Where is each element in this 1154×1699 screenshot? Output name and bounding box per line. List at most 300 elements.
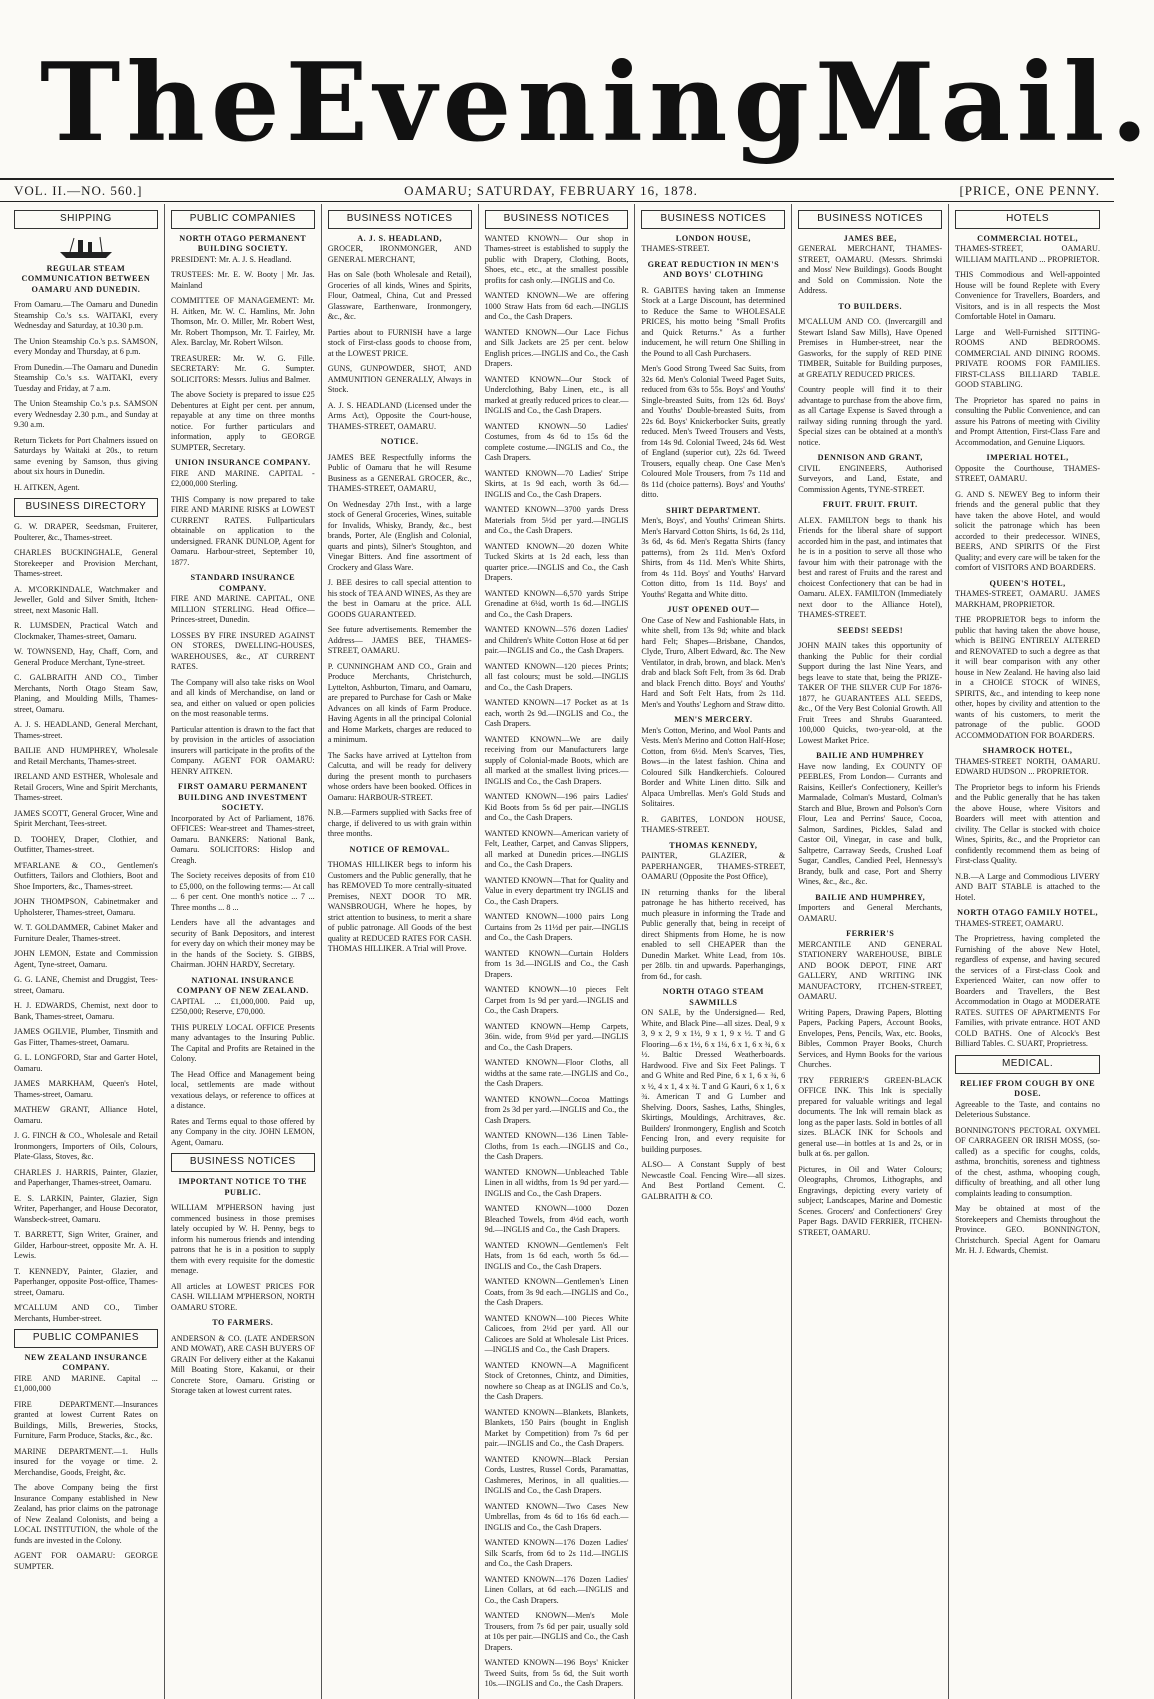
advertisement: [798, 641, 942, 746]
advertisement: [14, 264, 158, 296]
advertisement-text: GENERAL MERCHANT, THAMES-STREET, OAMARU. (Messrs. Shrimski and Moss' New Buildings). Goods Bought and Sold on Commission. Note the Address.: [798, 244, 943, 296]
advertisement: [798, 751, 942, 888]
advertisement-text: BAILIE AND HUMPHREY, Wholesale and Retail Merchants, Thames-street.: [14, 746, 158, 766]
advertisement-text: JAMES BEE Respectfully informs the Public of Oamaru that he will Resume Business as a GENERAL GROCER, &c., THAMES-STREET, OAMARU,: [327, 452, 472, 494]
advertisement-text: WANTED KNOWN—Blankets, Blankets, Blankets, 150 Pairs (bought in English Market by Competition) from 7s 6d per pair.—INGLIS and Co., the Cash Drapers.: [484, 1407, 629, 1449]
advertisement-text: E. S. LARKIN, Painter, Glazier, Sign Writer, Paperhanger, and House Decorator, Wansbeck-street, Oamaru.: [14, 1193, 158, 1224]
advertisement-text: THAMES-STREET NORTH, OAMARU. EDWARD HUDSON ... PROPRIETOR.: [955, 756, 1100, 777]
advertisement: [485, 876, 629, 908]
advertisement-text: WANTED KNOWN—10 pieces Felt Carpet from 1s 9d per yard.—INGLIS and Co., the Cash Drapers.: [484, 985, 629, 1016]
advertisement-title: IMPORTANT NOTICE TO THE PUBLIC.: [178, 1177, 308, 1197]
advertisement: [798, 893, 942, 925]
advertisement-title: NOTICE OF REMOVAL.: [349, 844, 450, 854]
advertisement-text: P. CUNNINGHAM AND CO., Grain and Produce Merchants, Christchurch, Lyttelton, Ashburton, Timaru, and Oamaru, are prepared to Purchase for Cash or Make Advances on all kinds of Farm Produce. Having Agents in all the principal Colonial and Home Markets, charges are reduced to a minimum.: [327, 661, 472, 745]
advertisement: [485, 505, 629, 537]
advertisement: [485, 1611, 629, 1653]
advertisement: [798, 385, 942, 448]
advertisement-text: Return Tickets for Port Chalmers issued on Saturdays by Waitaki at 20s., to return same evening by Samson, thus giving about six hours in Dunedin.: [14, 435, 158, 477]
advertisement: [14, 897, 158, 918]
advertisement-title: LONDON HOUSE,: [675, 233, 751, 243]
section-heading: BUSINESS DIRECTORY: [14, 498, 158, 517]
advertisement-text: W. T. GOLDAMMER, Cabinet Maker and Furniture Dealer, Thames-street.: [14, 923, 158, 943]
advertisement: [798, 234, 942, 297]
advertisement: [171, 1177, 315, 1198]
column-4: [479, 204, 636, 1699]
advertisement: [328, 364, 472, 396]
advertisement: [171, 871, 315, 913]
advertisement-text: R. GABITES having taken an Immense Stock at a Large Discount, has determined to Reduce the Same to WHOLESALE PRICES, his motto being "Small Profits and Quick Returns." As a further inducement, he will return One Shilling in the Pound to all Cash Purchasers.: [641, 285, 786, 358]
advertisement-text: Lenders have all the advantages and security of Bank Depositors, and interest for every day on which their money may be in the hands of the Society. S. GIBBS, Chairman. JOHN HARDY, Secretary.: [170, 918, 315, 970]
advertisement-text: T. BARRETT, Sign Writer, Grainer, and Gilder, Harbour-street, opposite Mr. A. H. Lewis.: [14, 1230, 158, 1261]
advertisement-text: T. KENNEDY, Painter, Glazier, and Paperhanger, opposite Post-office, Thames-street, Oamaru.: [14, 1266, 158, 1297]
advertisement: [14, 1267, 158, 1299]
advertisement-text: MATHEW GRANT, Alliance Hotel, Oamaru.: [14, 1105, 158, 1125]
advertisement: [485, 1538, 629, 1570]
advertisement: [171, 1203, 315, 1277]
advertisement: [171, 1318, 315, 1329]
advertisement-text: The Head Office and Management being local, settlements are made without vexatious delays, or reference to offices at a distance.: [170, 1069, 315, 1111]
advertisement-text: The Company will also take risks on Wool and all kinds of Merchandise, on land or sea, and either on valued or open policies on the most reasonable terms.: [170, 677, 315, 719]
advertisement-text: G. G. LANE, Chemist and Druggist, Tees-street, Oamaru.: [14, 975, 158, 995]
advertisement-text: THOMAS HILLIKER begs to inform his Customers and the Public generally, that he has REMOVED To more centrally-situated Premises, NEXT DOOR TO MR. WANSBROUGH, Where he hopes, by strict attention to business, to merit a share of public patronage. All Goods of the best quality at REDUCED RATES FOR CASH. THOMAS HILLIKER. A Trial will Prove.: [327, 860, 472, 954]
advertisement-text: FIRE AND MARINE. CAPITAL, ONE MILLION STERLING. Head Office—Princes-street, Dunedin.: [170, 594, 315, 625]
advertisement-title: NOTICE.: [380, 437, 419, 447]
advertisement: [171, 1023, 315, 1065]
advertisement-text: C. GALBRAITH AND CO., Timber Merchants, North Otago Steam Saw, Planing, and Moulding Mills, Thames-street, Oamaru.: [14, 673, 158, 714]
advertisement-text: WANTED KNOWN—3700 yards Dress Materials from 5½d per yard.—INGLIS and Co., the Cash Drapers.: [484, 505, 629, 536]
advertisement-text: WANTED KNOWN—Gentlemen's Felt Hats, from 1s 6d each, worth 5s 6d.—INGLIS and Co., the Cash Drapers.: [484, 1240, 629, 1271]
advertisement: [641, 605, 785, 710]
advertisement-text: LOSSES BY FIRE INSURED AGAINST ON STORES, DWELLING-HOUSES, WAREHOUSES, &c., AT CURRENT RATES.: [170, 630, 315, 672]
advertisement-title: TO FARMERS.: [212, 1318, 274, 1328]
advertisement: [485, 1204, 629, 1236]
advertisement-text: THAMES-STREET, OAMARU. WILLIAM MAITLAND ... PROPRIETOR.: [955, 244, 1100, 264]
advertisement-text: FIRE AND MARINE. CAPITAL - £2,000,000 Sterling.: [170, 468, 315, 489]
advertisement: [485, 735, 629, 788]
advertisement-text: H. AITKEN, Agent.: [14, 482, 80, 492]
advertisement-title: FRUIT. FRUIT. FRUIT.: [822, 500, 918, 510]
advertisement-text: From Dunedin.—The Oamaru and Dunedin Steamship Co.'s s.s. WAITAKI, every Tuesday and Friday, at 7 a.m.: [14, 362, 158, 393]
advertisement-text: D. TOOHEY, Draper, Clothier, and Outfitter, Thames-street.: [14, 834, 158, 855]
advertisement-text: WANTED KNOWN—Curtain Holders from 1s 3d.—INGLIS and Co., the Cash Drapers.: [484, 948, 629, 979]
advertisement-text: CHARLES BUCKINGHALE, General Storekeeper and Provision Merchant, Thames-street.: [14, 548, 158, 579]
column-1: [8, 204, 165, 1699]
advertisement: [641, 364, 785, 501]
advertisement-text: Pictures, in Oil and Water Colours; Oleographs, Chromos, Lithographs, and Engravings, depicting every variety of subject; Landscapes, Marine and Domestic Scenes. Grocers' and Confectioners' Grey Paper Bags. DAVID FERRIER, ITCHEN-STREET, OAMARU.: [798, 1164, 943, 1237]
advertisement-text: GUNS, GUNPOWDER, SHOT, AND AMMUNITION GENERALLY, Always in Stock.: [327, 364, 472, 395]
advertisement: [171, 631, 315, 673]
advertisement: [171, 354, 315, 386]
volume-number: VOL. II.—NO. 560.]: [14, 182, 143, 198]
advertisement-text: THIS PURELY LOCAL OFFICE Presents many advantages to the Insuring Public. The Capital and Profits are Retained in the Colony.: [170, 1022, 315, 1064]
advertisement-text: WANTED KNOWN—Men's Mole Trousers, from 7s 6d per pair, usually sold at 10s per pair.—INGLIS and Co., the Cash Drapers.: [484, 1611, 629, 1652]
advertisement: [171, 1070, 315, 1112]
advertisement-text: WILLIAM M'PHERSON having just commenced business in those premises lately occupied by W. H. Penny, begs to inform his numerous friends and intending patrons that he is in a position to supply them with every requisite for the domestic menage.: [170, 1203, 315, 1276]
advertisement-title: FIRST OAMARU PERMANENT BUILDING AND INVESTMENT SOCIETY.: [177, 782, 308, 813]
advertisement-text: WANTED KNOWN—Two Cases New Umbrellas, from 4s 6d to 16s 6d each.—INGLIS and Co., the Cash Drapers.: [484, 1501, 629, 1532]
section-heading: BUSINESS NOTICES: [171, 1153, 315, 1172]
advertisement-text: The Proprietor has spared no pains in consulting the Public Convenience, and can assure his Patrons of meeting with Civility and Prompt Attention, First-Class Fare and Accommodation, and Genuine Liquors.: [955, 395, 1100, 447]
advertisement: [798, 929, 942, 1003]
advertisement-text: Agreeable to the Taste, and contains no Deleterious Substance.: [955, 1099, 1100, 1120]
advertisement-title: NORTH OTAGO STEAM SAWMILLS: [662, 987, 765, 1007]
advertisement-text: J. G. FINCH & CO., Wholesale and Retail Ironmongers, Importers of Oils, Colours, Plate-Glass, Stoves, &c.: [14, 1131, 158, 1162]
advertisement: [14, 949, 158, 970]
advertisement: [14, 1230, 158, 1262]
advertisement-text: JAMES OGILVIE, Plumber, Tinsmith and Gas Fitter, Thames-street, Oamaru.: [14, 1027, 158, 1047]
advertisement: [955, 615, 1100, 741]
advertisement-text: A. M'CORKINDALE, Watchmaker and Jeweller, Gold and Silver Smith, Itchen-street, next Masonic Hall.: [14, 584, 158, 615]
advertisement-text: CAPITAL ... £1,000,000. Paid up, £250,000; Reserve, £70,000.: [170, 996, 315, 1017]
advertisement: [955, 1204, 1100, 1257]
advertisement-text: The Proprietor begs to inform his Friends and the Public generally that he has taken the above House, where Visitors and Boarders will meet with attention and civility. The Cellar is stocked with choice Wines, Spirits, &c., and the Proprietor can confidently recommend them as being of First-class Quality.: [955, 782, 1100, 866]
advertisement-text: AGENT FOR OAMARU: GEORGE SUMPTER.: [14, 1551, 158, 1571]
advertisement-title: REGULAR STEAM COMMUNICATION BETWEEN OAMARU AND DUNEDIN.: [21, 263, 151, 294]
advertisement-text: WANTED KNOWN—136 Linen Table-Cloths, from 1s each.—INGLIS and Co., the Cash Drapers.: [484, 1131, 629, 1162]
advertisement-text: PRESIDENT: Mr. A. J. S. Headland.: [170, 254, 292, 264]
advertisement-title: SHIRT DEPARTMENT.: [666, 505, 761, 515]
advertisement: [798, 1165, 942, 1239]
advertisement-text: The Union Steamship Co.'s p.s. SAMSON every Wednesday 2.30 p.m., and Sunday at 9.30 a.m.: [14, 399, 158, 430]
advertisement-text: THAMES-STREET.: [641, 244, 710, 254]
advertisement-text: WANTED KNOWN—A Magnificent Stock of Cretonnes, Chintz, and Dimities, nowhere so Cheap as at INGLIS and Co.'s, the Cash Drapers.: [484, 1360, 629, 1402]
advertisement: [485, 589, 629, 621]
advertisement: [14, 1303, 158, 1324]
advertisement: [171, 1282, 315, 1314]
advertisement: [641, 841, 785, 883]
advertisement: [328, 401, 472, 433]
advertisement: [328, 270, 472, 323]
advertisement-text: IN returning thanks for the liberal patronage he has hitherto received, has much pleasure in informing the Trade and Public generally that, being in receipt of direct Shipments from Home, he is now enabled to sell CHEAPER than the Dunedin Market. White Lead, from 10s. per 28lb. tin and upwards. Paperhangings, from 6d., for cash.: [641, 887, 786, 981]
advertisement: [485, 422, 629, 464]
advertisement-text: Men's Cotton, Merino, and Wool Pants and Vests. Men's Merino and Cotton Half-Hose; Cotton, from 6½d. Men's Scarves, Ties, Bows—in the latest fashion. China and Coloured Silk Handkerchiefs. Coloured Border and White Linen ditto. Silk and Alpaca Umbrellas. Men's Gold Studs and Solitaires.: [641, 725, 786, 809]
advertisement-text: Opposite the Courthouse, THAMES-STREET, OAMARU.: [955, 463, 1100, 484]
advertisement: [641, 506, 785, 601]
advertisement-text: WANTED KNOWN—100 Pieces White Calicoes, from 2½d per yard. All our Calicoes are Sold at Wholesale List Prices.—INGLIS and Co., the Cash Drapers.: [484, 1313, 629, 1355]
advertisement-text: Country people will find it to their advantage to purchase from the above firm, as all Cartage Expense is Saved through a railway siding running through the yard. Special sizes can be obtained at a month's notice.: [798, 385, 943, 447]
advertisement-text: Men's Good Strong Tweed Sac Suits, from 32s 6d. Men's Colonial Tweed Paget Suits, reduced from 63s to 55s. Boys' and Youths' Single-breasted Suits, from 12s 6d. Boys' and Youths' Double-breasted Suits, from 22s 6d. Boys' Knickerbocker Suits, greatly reduced. Men's Tweed Trousers and Vests, from 14s 9d. Colonial Tweed, 24s 6d. West of England (superior cut), 22s 6d. Tweed Trousers, equally cheap. One Case Men's Coloured Mole Trousers, from 7s 11d and 8s 11d (choice patterns). Boys' and Youths' ditto.: [641, 364, 786, 500]
advertisement-text: THIS Commodious and Well-appointed House will be found Replete with Every Convenience for Travellers, Boarders, and Visitors, and is in all respects the Most Comfortable Hotel in Oamaru.: [955, 270, 1100, 322]
advertisement-text: WANTED KNOWN—Our Stock of Underclothing, Baby Linen, etc., is all marked at greatly reduced prices to clear.—INGLIS and Co., the Cash Drapers.: [484, 374, 629, 416]
advertisement-text: MERCANTILE AND GENERAL STATIONERY WAREHOUSE, BIBLE AND BOOK DEPOT, FINE ART GALLERY, AND WRITING INK MANUFACTORY, ITCHEN-STREET, OAMARU.: [798, 939, 943, 1002]
advertisement-text: WANTED KNOWN—1000 Dozen Bleached Towels, from 4½d each, worth 9d.—INGLIS and Co., the Cash Drapers.: [484, 1204, 629, 1235]
advertisement-text: WANTED KNOWN—176 Dozen Ladies' Linen Collars, at 6d each.—INGLIS and Co., the Cash Drapers.: [484, 1574, 629, 1605]
advertisement-title: NATIONAL INSURANCE COMPANY OF NEW ZEALAND.: [176, 975, 309, 996]
advertisement-text: M'CALLUM AND CO. (Invercargill and Stewart Island Saw Mills), Have Opened Premises in Humber-street, near the Gasworks, for the supply of RED PINE TIMBER, Suitable for Building purposes, at GREATLY REDUCED PRICES.: [798, 317, 943, 379]
page-columns: [8, 204, 1106, 1689]
advertisement: [798, 1076, 942, 1160]
section-heading: BUSINESS NOTICES: [641, 210, 785, 229]
advertisement-title: TO BUILDERS.: [838, 301, 903, 311]
advertisement-text: WANTED KNOWN—1000 pairs Long Curtains from 2s 11½d per pair.—INGLIS and Co., the Cash Drapers.: [484, 912, 629, 943]
advertisement-text: WANTED KNOWN—196 pairs Ladies' Kid Boots from 5s 6d per pair.—INGLIS and Co., the Cash Drapers.: [484, 792, 629, 823]
advertisement-text: FIRE AND MARINE. Capital ... £1,000,000: [14, 1373, 158, 1394]
advertisement-title: QUEEN'S HOTEL,: [989, 578, 1066, 588]
advertisement: [955, 783, 1100, 867]
advertisement: [14, 1053, 158, 1074]
advertisement-text: MARINE DEPARTMENT.—1. Hulls insured for the voyage or time. 2. Merchandise, Goods, Freight, &c.: [14, 1446, 158, 1477]
advertisement-text: A. J. S. HEADLAND, General Merchant, Thames-street.: [14, 720, 158, 740]
advertisement-text: WANTED KNOWN—American variety of Felt, Leather, Carpet, and Canvas Slippers, all marked at Dunedin prices.—INGLIS and Co., the Cash Drapers.: [484, 828, 629, 870]
advertisement: [14, 673, 158, 715]
advertisement-title: COMMERCIAL HOTEL,: [977, 233, 1078, 243]
column-5: [635, 204, 792, 1699]
title-word: The: [40, 40, 286, 166]
advertisement: [955, 934, 1100, 1050]
advertisement: [485, 1575, 629, 1607]
advertisement: [14, 975, 158, 996]
advertisement-text: On Wednesday 27th Inst., with a large stock of General Groceries, Wines, suitable for Invalids, Whisky, Brandy, &c., best brands, Porter, Ale (English and Colonial, quarts and pints), Silner's Stoughton, and Vinegar Bitters. And fine assortment of Crockery and Glass Ware.: [327, 499, 472, 572]
advertisement: [955, 1079, 1100, 1121]
advertisement-text: JAMES SCOTT, General Grocer, Wine and Spirit Merchant, Tees-street.: [14, 808, 158, 829]
advertisement: [328, 578, 472, 620]
advertisement: [14, 1194, 158, 1226]
advertisement-text: JOHN MAIN takes this opportunity of thanking the Public for their cordial Support during the last Nine Years, and begs leave to state that, being the PRIZE-TAKER OF THE SILVER CUP For 1876-1877, he GUARANTEES ALL SEEDS, &c., Of the Very Best Colonial Growth. All Fruit Trees and Shrubs Guaranteed. 100,000 Quicks, two-year-old, at the Lowest Market Price.: [798, 641, 943, 745]
section-heading: PUBLIC COMPANIES: [171, 210, 315, 229]
advertisement: [14, 720, 158, 741]
advertisement: [14, 399, 158, 431]
advertisement: [14, 1001, 158, 1022]
advertisement: [171, 678, 315, 720]
newspaper-title: [40, 38, 1154, 168]
advertisement: [485, 1058, 629, 1090]
advertisement-text: R. GABITES, LONDON HOUSE, THAMES-STREET.: [641, 814, 786, 835]
advertisement: [14, 1168, 158, 1189]
advertisement: [955, 908, 1100, 929]
advertisement-title: NEW ZEALAND INSURANCE COMPANY.: [24, 1352, 148, 1373]
advertisement-text: A. J. S. HEADLAND (Licensed under the Arms Act), Opposite the Court-house, THAMES-STREET, OAMARU.: [327, 400, 472, 431]
advertisement-title: JAMES BEE,: [843, 233, 897, 243]
advertisement-text: WANTED KNOWN—We are daily receiving from our Manufacturers large supply of Colonial-made Boots, which are all marked at the smallest living prices.—INGLIS and Co., the Cash Drapers.: [484, 734, 629, 786]
advertisement-text: CHARLES J. HARRIS, Painter, Glazier, and Paperhanger, Thames-street, Oamaru.: [14, 1167, 158, 1188]
advertisement: [171, 918, 315, 971]
advertisement: [328, 328, 472, 360]
advertisement: [485, 912, 629, 944]
advertisement: [171, 1117, 315, 1149]
advertisement-text: Particular attention is drawn to the fact that by provision in the articles of association insurers will participate in the profits of the Company. AGENT FOR OAMARU: HENRY AITKEN.: [170, 724, 315, 776]
advertisement: [14, 436, 158, 478]
column-6: [792, 204, 949, 1699]
advertisement: [798, 302, 942, 313]
section-heading: SHIPPING: [14, 210, 158, 229]
advertisement-text: N.B.—A Large and Commodious LIVERY AND BAIT STABLE is attached to the Hotel.: [955, 871, 1100, 902]
advertisement: [14, 522, 158, 543]
advertisement: [955, 396, 1100, 449]
advertisement-text: ON SALE, by the Undersigned— Red, White, and Black Pine—all sizes. Deal, 9 x 3, 9 x 2, 9 x 1½, 9 x 1, 9 x ½. T and G Flooring—6 x 1½, 6 x 1¼, 6 x 1, 6 x ¾, 6 x ½. Baltic Dressed Weatherboards. Hardwood. Five and Six Feet Palings. T and G White and Red Pine, 6 x 1, 6 x ¾, 6 x ½, 4 x 1, 4 x ¾. T and G Kauri, 6 x 1, 6 x ¾. American T and G Lumber and Shelving. Doors, Sashes, Laths, Shingles, Skirtings, Mouldings, Architraves, &c. Builders' Ironmongery, English and Scotch Fencing Iron, and every requisite for building purposes.: [641, 1008, 786, 1154]
advertisement: [955, 746, 1100, 778]
advertisement: [328, 751, 472, 804]
advertisement-text: JOHN LEMON, Estate and Commission Agent, Tyne-street, Oamaru.: [14, 949, 158, 969]
advertisement: [171, 270, 315, 291]
advertisement: [485, 375, 629, 417]
advertisement: [14, 1027, 158, 1048]
advertisement: [328, 453, 472, 495]
advertisement-text: TREASURER: Mr. W. G. Fille. SECRETARY: Mr. G. Sumpter. SOLICITORS: Messrs. Julius and Balmer.: [170, 353, 315, 384]
advertisement: [955, 579, 1100, 611]
advertisement-text: THIS Company is now prepared to take FIRE AND MARINE RISKS at LOWEST CURRENT RATES. Fullparticulars obtainable on application to the undersigned. FRANK DUNLOP, Agent for Oamaru. Harbour-street, September 10, 1877.: [170, 494, 315, 567]
advertisement: [641, 815, 785, 836]
advertisement-text: Large and Well-Furnished SITTING-ROOMS AND BEDROOMS. COMMERCIAL AND DINING ROOMS. PRIVATE ROOMS FOR FAMILIES. FIRST-CLASS BILLIARD TABLE. GOOD STABLING.: [955, 327, 1100, 390]
advertisement-title: JUST OPENED OUT—: [667, 605, 760, 615]
advertisement-title: GREAT REDUCTION IN MEN'S AND BOYS' CLOTHING: [647, 259, 780, 280]
advertisement: [171, 390, 315, 453]
section-heading: MEDICAL.: [955, 1055, 1100, 1074]
advertisement: [171, 1334, 315, 1397]
advertisement: [14, 483, 158, 494]
advertisement: [641, 987, 785, 1155]
advertisement: [14, 1353, 158, 1395]
advertisement: [14, 1400, 158, 1442]
advertisement-text: M'FARLANE & CO., Gentlemen's Outfitters, Tailors and Clothiers, Boot and Shoe Importers, &c., Thames-street.: [14, 860, 158, 891]
advertisement: [641, 286, 785, 360]
section-heading: BUSINESS NOTICES: [328, 210, 472, 229]
advertisement-title: RELIEF FROM COUGH BY ONE DOSE.: [960, 1078, 1096, 1099]
advertisement-text: M'CALLUM AND CO., Timber Merchants, Humber-street.: [14, 1303, 158, 1323]
advertisement: [485, 625, 629, 657]
advertisement-text: ANDERSON & CO. (LATE ANDERSON AND MOWAT), ARE CASH BUYERS OF GRAIN For delivery either at the Kakanui Mill Boating Store, Kakanui, or their Concrete Store, Oamaru. Gristing or Storage taken at lowest current rates.: [170, 1333, 315, 1396]
advertisement: [955, 234, 1100, 266]
advertisement-text: WANTED KNOWN—Floor Cloths, all widths at the same rate.—INGLIS and Co., the Cash Drapers.: [484, 1058, 629, 1089]
advertisement-text: TRUSTEES: Mr. E. W. Booty | Mr. Jas. Mainland: [170, 270, 315, 290]
advertisement-text: WANTED KNOWN—6,570 yards Stripe Grenadine at 6¼d, worth 1s 6d.—INGLIS and Co., the Cash Drapers.: [484, 588, 629, 619]
advertisement: [328, 625, 472, 657]
advertisement: [328, 860, 472, 955]
advertisement: [14, 835, 158, 856]
advertisement: [328, 437, 472, 448]
dateline: [0, 178, 1114, 202]
advertisement-title: SEEDS! SEEDS!: [837, 625, 904, 635]
advertisement-text: The above Society is prepared to issue £25 Debentures at Eight per cent. per annum, repayable at any time on three months notice. For further particulars and information, apply to GEORGE SUMPTER, Secretary.: [170, 390, 315, 452]
advertisement-title: NORTH OTAGO FAMILY HOTEL,: [957, 908, 1099, 918]
advertisement: [485, 662, 629, 694]
advertisement-title: UNION INSURANCE COMPANY.: [175, 458, 311, 468]
advertisement-text: W. TOWNSEND, Hay, Chaff, Corn, and General Produce Merchant, Tyne-street.: [14, 647, 158, 667]
advertisement-title: BAILIE AND HUMPHREY: [816, 751, 925, 761]
advertisement: [328, 662, 472, 746]
advertisement-title: BAILIE AND HUMPHREY,: [815, 892, 926, 902]
advertisement: [14, 621, 158, 642]
advertisement: [485, 1095, 629, 1127]
advertisement: [955, 453, 1100, 485]
advertisement: [14, 1447, 158, 1479]
advertisement: [171, 234, 315, 266]
advertisement-text: The Sacks have arrived at Lyttelton from Calcutta, and will be ready for delivery during the present month to purchasers whose orders have been booked. Offices in Oamaru: HARBOUR-STREET.: [327, 750, 472, 802]
advertisement: [14, 861, 158, 893]
advertisement-text: WANTED KNOWN—Our Lace Fichus and Silk Jackets are 25 per cent. below English prices.—INGLIS and Co., the Cash Drapers.: [484, 327, 629, 369]
advertisement: [485, 234, 629, 287]
advertisement-text: WANTED KNOWN—196 Boys' Knicker Tweed Suits, from 5s 6d, the Suit worth 10s.—INGLIS and Co., the Cash Drapers.: [484, 1658, 629, 1689]
advertisement: [14, 585, 158, 617]
advertisement: [955, 490, 1100, 574]
advertisement-text: See future advertisements. Remember the Address— JAMES BEE, THAMES-STREET, OAMARU.: [327, 625, 472, 656]
advertisement-text: WANTED KNOWN—That for Quality and Value in every department try INGLIS and Co., the Cash Drapers.: [484, 875, 629, 906]
advertisement-title: DENNISON AND GRANT,: [817, 453, 923, 463]
advertisement-text: WANTED KNOWN—Black Persian Cords, Lustres, Russel Cords, Paramattas, Cashmeres, Merinos, in all qualities.—INGLIS and Co., the Cash Drapers.: [484, 1454, 629, 1496]
advertisement: [798, 317, 942, 380]
advertisement: [171, 495, 315, 569]
advertisement-text: G. W. DRAPER, Seedsman, Fruiterer, Poulterer, &c., Thames-street.: [14, 522, 158, 542]
advertisement: [485, 1022, 629, 1054]
advertisement: [955, 328, 1100, 391]
section-heading: BUSINESS NOTICES: [485, 210, 629, 229]
masthead: [0, 0, 1154, 178]
advertisement: [485, 1455, 629, 1497]
advertisement: [14, 647, 158, 668]
advertisement-text: Has on Sale (both Wholesale and Retail), Groceries of all kinds, Wines and Spirits, Flour, Oatmeal, China, Cut and Pressed Glassware, Earthenware, Ironmongery, &c., &c.: [327, 270, 472, 322]
advertisement-text: From Oamaru.—The Oamaru and Dunedin Steamship Co.'s s.s. WAITAKI, every Wednesday and Saturday, at 10.30 p.m.: [14, 300, 158, 331]
section-heading: BUSINESS NOTICES: [798, 210, 942, 229]
advertisement: [14, 300, 158, 332]
advertisement-text: The Society receives deposits of from £10 to £5,000, on the following terms:— At call ... 6 per cent. One month's notice ... 7 ... Three months ... 8 ...: [170, 871, 315, 912]
advertisement-text: WANTED KNOWN— Our shop in Thames-street is established to supply the public with Drapery, Clothing, Boots, Shoes, etc., etc., at the smallest possible profits for cash only.—INGLIS and Co.: [484, 233, 629, 285]
advertisement: [485, 792, 629, 824]
advertisement: [328, 500, 472, 574]
advertisement: [14, 923, 158, 944]
advertisement: [485, 698, 629, 730]
title-word: Evening: [285, 40, 815, 166]
advertisement: [485, 1314, 629, 1356]
advertisement-text: THAMES-STREET, OAMARU. JAMES MARKHAM, PROPRIETOR.: [955, 589, 1100, 609]
issue-price: [PRICE, ONE PENNY.: [959, 182, 1100, 198]
advertisement-text: WANTED KNOWN—Gentlemen's Linen Coats, from 3s 9d each.—INGLIS and Co., the Cash Drapers.: [484, 1277, 629, 1308]
advertisement: [14, 548, 158, 580]
advertisement-text: R. LUMSDEN, Practical Watch and Clockmaker, Thames-street, Oamaru.: [14, 621, 158, 641]
advertisement-title: MEN'S MERCERY.: [674, 715, 753, 725]
advertisement-title: STANDARD INSURANCE COMPANY.: [190, 573, 296, 593]
advertisement: [485, 1361, 629, 1403]
advertisement-text: The Proprietress, having completed the Furnishing of the above New Hotel, regardless of expense, and having secured the services of a First-class Cook and Experienced Waiter, can now offer to Boarders and Travellers, the Best Accommodation in Otago at MODERATE RATES. SUITES OF APARTMENTS For Families, with private entrance. HOT AND COLD BATHS. One of Alcock's Best Billiard Tables. C. SUART, Proprietress.: [955, 934, 1100, 1049]
advertisement: [14, 809, 158, 830]
advertisement-text: ALEX. FAMILTON begs to thank his Friends for the liberal share of support accorded him in the past, and intimates that he is in a position to serve all those who favour him with their patronage with the best and rarest of Fruits and the rarest and choicest Confectionery that can be had in Oamaru. ALEX. FAMILTON (Immediately next door to the Alliance Hotel), THAMES-STREET.: [798, 515, 943, 620]
advertisement-text: WANTED KNOWN—Hemp Carpets, 36in. wide, from 9½d per yard.—INGLIS and Co., the Cash Drapers.: [484, 1021, 629, 1052]
advertisement: [14, 772, 158, 804]
advertisement-text: IRELAND AND ESTHER, Wholesale and Retail Grocers, Wine and Spirit Merchants, Thames-street.: [14, 772, 158, 803]
advertisement-text: WANTED KNOWN—We are offering 1000 Straw Hats from 6d each.—INGLIS and Co., the Cash Drapers.: [484, 291, 629, 322]
advertisement: [14, 1131, 158, 1163]
advertisement-text: Incorporated by Act of Parliament, 1876. OFFICES: Wear-street and Thames-street, Oamaru. BANKERS: National Bank, Oamaru. SOLICITORS: Hislop and Creagh.: [170, 813, 315, 865]
advertisement-text: One Case of New and Fashionable Hats, in white shell, from 13s 9d; white and black hard Felt; Shapes—Brisbane, Chandos, Clyde, Truro, Albert Edward, &c. The New Ventilator, in drab, brown, and black. Men's drab and black Soft Felt, from 3s 6d. Drab and black French ditto. Boys' and Youths' Hard and Soft Felt Hats, from 2s 11d. Men's and Youths' Leghorn and Straw ditto.: [641, 615, 786, 709]
advertisement-title: IMPERIAL HOTEL,: [986, 453, 1069, 463]
advertisement: [641, 1160, 785, 1202]
advertisement-text: CIVIL ENGINEERS, Authorised Surveyors, and Land, Estate, and Commission Agents, TYNE-STREET.: [798, 463, 943, 494]
advertisement-text: Importers and General Merchants, OAMARU.: [798, 903, 943, 923]
advertisement: [485, 291, 629, 323]
column-7: [949, 204, 1106, 1699]
advertisement: [641, 260, 785, 281]
advertisement-text: WANTED KNOWN—176 Dozen Ladies' Silk Scarfs, from 6d to 2s 11d.—INGLIS and Co., the Cash Drapers.: [484, 1538, 629, 1569]
advertisement-text: JOHN THOMPSON, Cabinetmaker and Upholsterer, Thames-street, Oamaru.: [14, 897, 158, 917]
advertisement: [798, 500, 942, 511]
advertisement-text: FIRE DEPARTMENT.—Insurances granted at lowest Current Rates on Buildings, Mills, Breweries, Stocks, Furniture, Farm Produce, Stacks, &c., &c.: [14, 1399, 158, 1441]
advertisement-text: May be obtained at most of the Storekeepers and Chemists throughout the Province. GEO. BONNINGTON, Christchurch. Special Agent for Oamaru Mr. H. J. Edwards, Chemist.: [955, 1204, 1100, 1256]
advertisement: [485, 1131, 629, 1163]
title-word: Mail.: [814, 40, 1154, 166]
section-heading: PUBLIC COMPANIES: [14, 1329, 158, 1348]
advertisement-text: G. AND S. NEWEY Beg to inform their friends and the general public that they have taken the above Hotel, and would solicit the patronage which has been accorded to their predecessor. WINES, BEERS, AND SPIRITS Of the First Quality; and every care will be taken for the comfort of VISITORS AND BOARDERS.: [955, 489, 1100, 573]
advertisement-text: N.B.—Farmers supplied with Sacks free of charge, if delivered to us with grain within three months.: [327, 808, 472, 839]
advertisement: [171, 976, 315, 1018]
advertisement: [485, 985, 629, 1017]
advertisement: [485, 328, 629, 370]
advertisement-text: WANTED KNOWN—17 Pocket as at 1s each, worth 2s 9d.—INGLIS and Co., the Cash Drapers.: [484, 698, 629, 729]
advertisement-text: JAMES MARKHAM, Queen's Hotel, Thames-street, Oamaru.: [14, 1079, 158, 1099]
advertisement-text: WANTED KNOWN—50 Ladies' Costumes, from 4s 6d to 15s 6d the complete costume.—INGLIS and Co., the Cash Drapers.: [484, 421, 629, 463]
advertisement: [171, 573, 315, 626]
advertisement: [955, 1126, 1100, 1200]
advertisement-text: Rates and Terms equal to those offered by any Company in the city. JOHN LEMON, Agent, Oamaru.: [170, 1116, 315, 1147]
advertisement: [798, 516, 942, 621]
advertisement: [485, 1658, 629, 1690]
